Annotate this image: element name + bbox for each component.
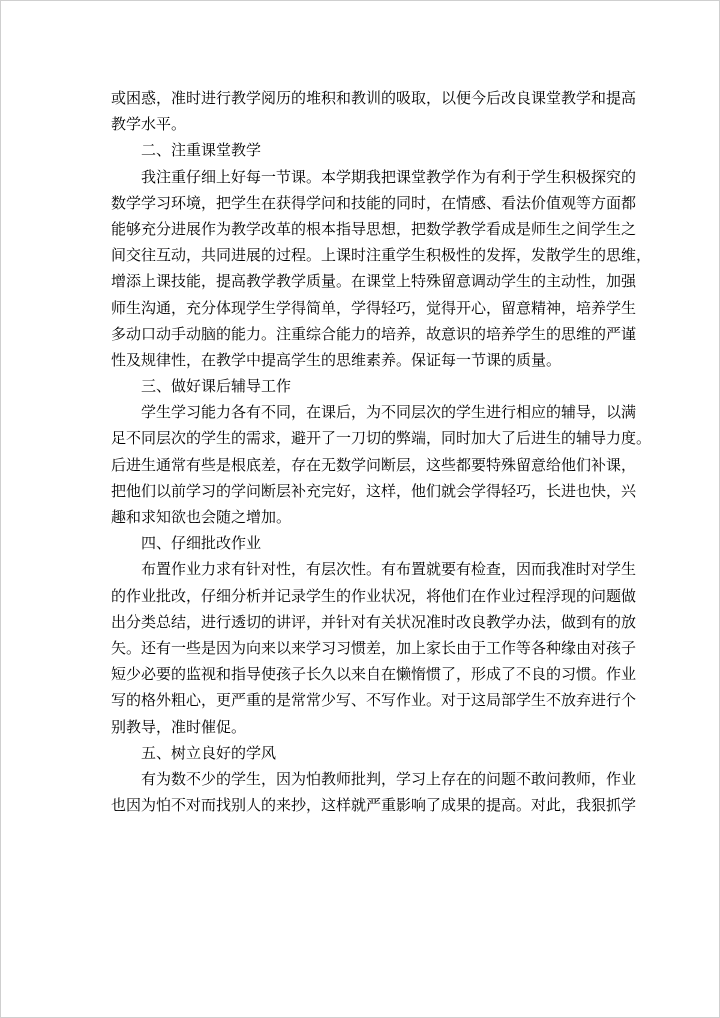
paragraph	[111, 556, 637, 739]
text-line: 数学学习环境，把学生在获得学问和技能的同时，在情感、看法价值观等方面都	[111, 193, 637, 212]
text-line: 布置作业力求有针对性，有层次性。有布置就要有检查，因而我准时对学生	[141, 560, 637, 579]
document-body	[111, 85, 652, 818]
paragraph	[111, 766, 637, 818]
section-heading	[111, 373, 613, 399]
text-line: 把他们以前学习的学问断层补充完好，这样，他们就会学得轻巧，长进也快，兴	[111, 481, 637, 500]
heading-text: 四、仔细批改作业	[141, 534, 262, 553]
heading-text: 五、树立良好的学风	[141, 743, 277, 762]
text-line: 出分类总结，进行透切的讲评，并针对有关状况准时改良教学办法，做到有的放	[111, 612, 637, 631]
text-line: 学生学习能力各有不同，在课后，为不同层次的学生进行相应的辅导，以满	[141, 403, 637, 422]
text-line: 趣和求知欲也会随之增加。	[111, 508, 292, 526]
heading-text: 三、做好课后辅导工作	[141, 377, 292, 396]
text-line: 短少必要的监视和指导使孩子长久以来自在懒惰惯了，形成了不良的习惯。作业	[111, 665, 637, 684]
text-line: 的作业批改，仔细分析并记录学生的作业状况，将他们在作业过程浮现的问题做	[111, 586, 637, 605]
text-line: 我注重仔细上好每一节课。本学期我把课堂教学作为有利于学生积极探究的	[141, 167, 637, 186]
text-line: 教学水平。	[111, 115, 187, 134]
text-line: 能够充分进展作为教学改革的根本指导思想，把数学教学看成是师生之间学生之	[111, 219, 637, 238]
text-line: 也因为怕不对而找别人的来抄，这样就严重影响了成果的提高。对此，我狠抓学	[111, 796, 637, 815]
text-line: 间交往互动，共同进展的过程。上课时注重学生积极性的发挥，发散学生的思维，	[111, 246, 652, 265]
text-line: 后进生通常有些是根底差，存在无数学问断层，这些都要特殊留意给他们补课，	[111, 455, 637, 474]
section-heading	[111, 137, 613, 163]
paragraph	[111, 399, 652, 530]
text-line: 多动口动手动脑的能力。注重综合能力的培养，故意识的培养学生的思维的严谨	[111, 324, 637, 343]
text-line: 别教导，准时催促。	[111, 717, 247, 736]
section-heading	[111, 530, 613, 556]
text-line: 矢。还有一些是因为向来以来学习习惯差，加上家长由于工作等各种缘由对孩子	[111, 638, 637, 657]
text-line: 或困惑，准时进行教学阅历的堆积和教训的吸取，以便今后改良课堂教学和提高	[111, 89, 637, 107]
text-line: 性及规律性，在教学中提高学生的思维素养。保证每一节课的质量。	[111, 350, 562, 369]
section-heading	[111, 740, 613, 766]
paragraph	[111, 164, 652, 374]
text-line: 有为数不少的学生，因为怕教师批判，学习上存在的问题不敢问教师，作业	[141, 769, 637, 788]
text-line: 足不同层次的学生的需求，避开了一刀切的弊端，同时加大了后进生的辅导力度。	[111, 429, 652, 448]
text-line: 写的格外粗心，更严重的是常常少写、不写作业。对于这局部学生不放弃进行个	[111, 691, 637, 710]
heading-text: 二、注重课堂教学	[141, 141, 262, 160]
text-line: 增添上课技能，提高教学教学质量。在课堂上特殊留意调动学生的主动性，加强	[111, 272, 637, 291]
text-line: 师生沟通，充分体现学生学得简单，学得轻巧，觉得开心，留意精神，培养学生	[111, 298, 637, 317]
paragraph	[111, 85, 637, 137]
